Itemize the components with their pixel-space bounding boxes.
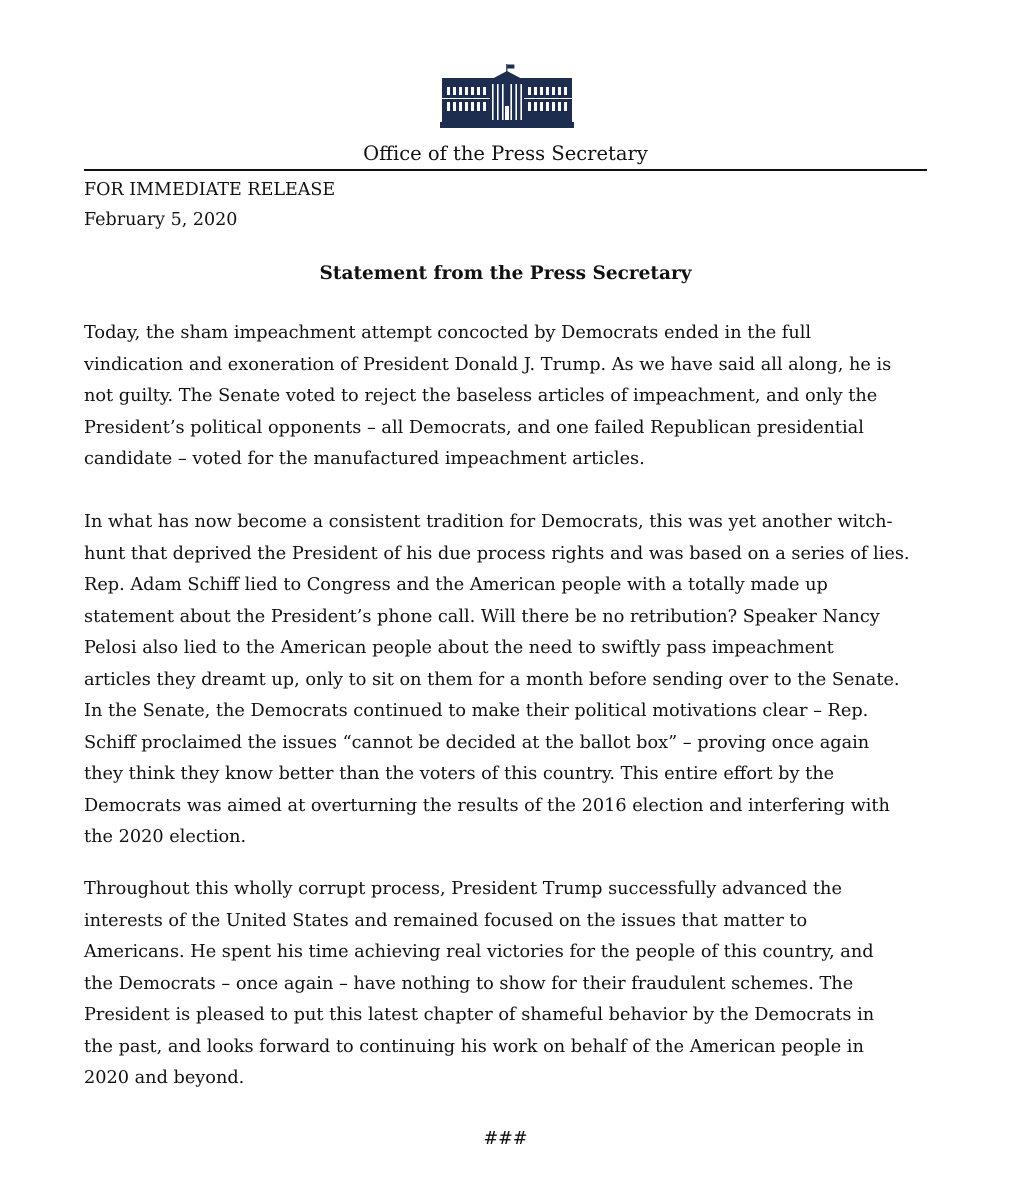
end-mark: ### xyxy=(483,1129,528,1149)
statement-title: Statement from the Press Secretary xyxy=(319,263,692,284)
statement-paragraph: Today, the sham impeachment attempt concocted by Democrats ended in the full vindication and exoneration of President Donald J. Trump. As we have said all along, he is not guilty. The Senate voted to reject the baseless articles of impeachment, and only the President’s political opponents – all Democrats, and one failed Republican presidential candidate – voted for the manufactured impeachment articles. xyxy=(84,323,892,469)
white-house-logo-icon xyxy=(440,64,574,128)
office-heading: Office of the Press Secretary xyxy=(363,142,648,165)
release-label: FOR IMMEDIATE RELEASE xyxy=(84,180,336,200)
statement-paragraph: In what has now become a consistent tradition for Democrats, this was yet another witch- hunt that deprived the President of his due process rights and was based on a series of lies. Rep. Adam Schiff lied to Congress and the American people with a totally made up statement about the President’s phone call. Will there be no retribution? Speaker Nancy Pelosi also lied to the American people about the need to swiftly pass impeachment articles they dreamt up, only to sit on them for a month before sending over to the Senate. In the Senate, the Democrats continued to make their political motivations clear – Rep. Schiff proclaimed the issues “cannot be decided at the ballot box” – proving once again they think they know better than the voters of this country. This entire effort by the Democrats was aimed at overturning the results of the 2016 election and interfering with the 2020 election. xyxy=(84,512,910,847)
header-divider xyxy=(84,169,927,171)
statement-paragraph: Throughout this wholly corrupt process, President Trump successfully advanced the interests of the United States and remained focused on the issues that matter to Americans. He spent his time achieving real victories for the people of this country, and the Democrats – once again – have nothing to show for their fraudulent schemes. The President is pleased to put this latest chapter of shameful behavior by the Democrats in the past, and looks forward to continuing his work on behalf of the American people in 2020 and beyond. xyxy=(84,879,875,1088)
release-date: February 5, 2020 xyxy=(84,210,238,230)
